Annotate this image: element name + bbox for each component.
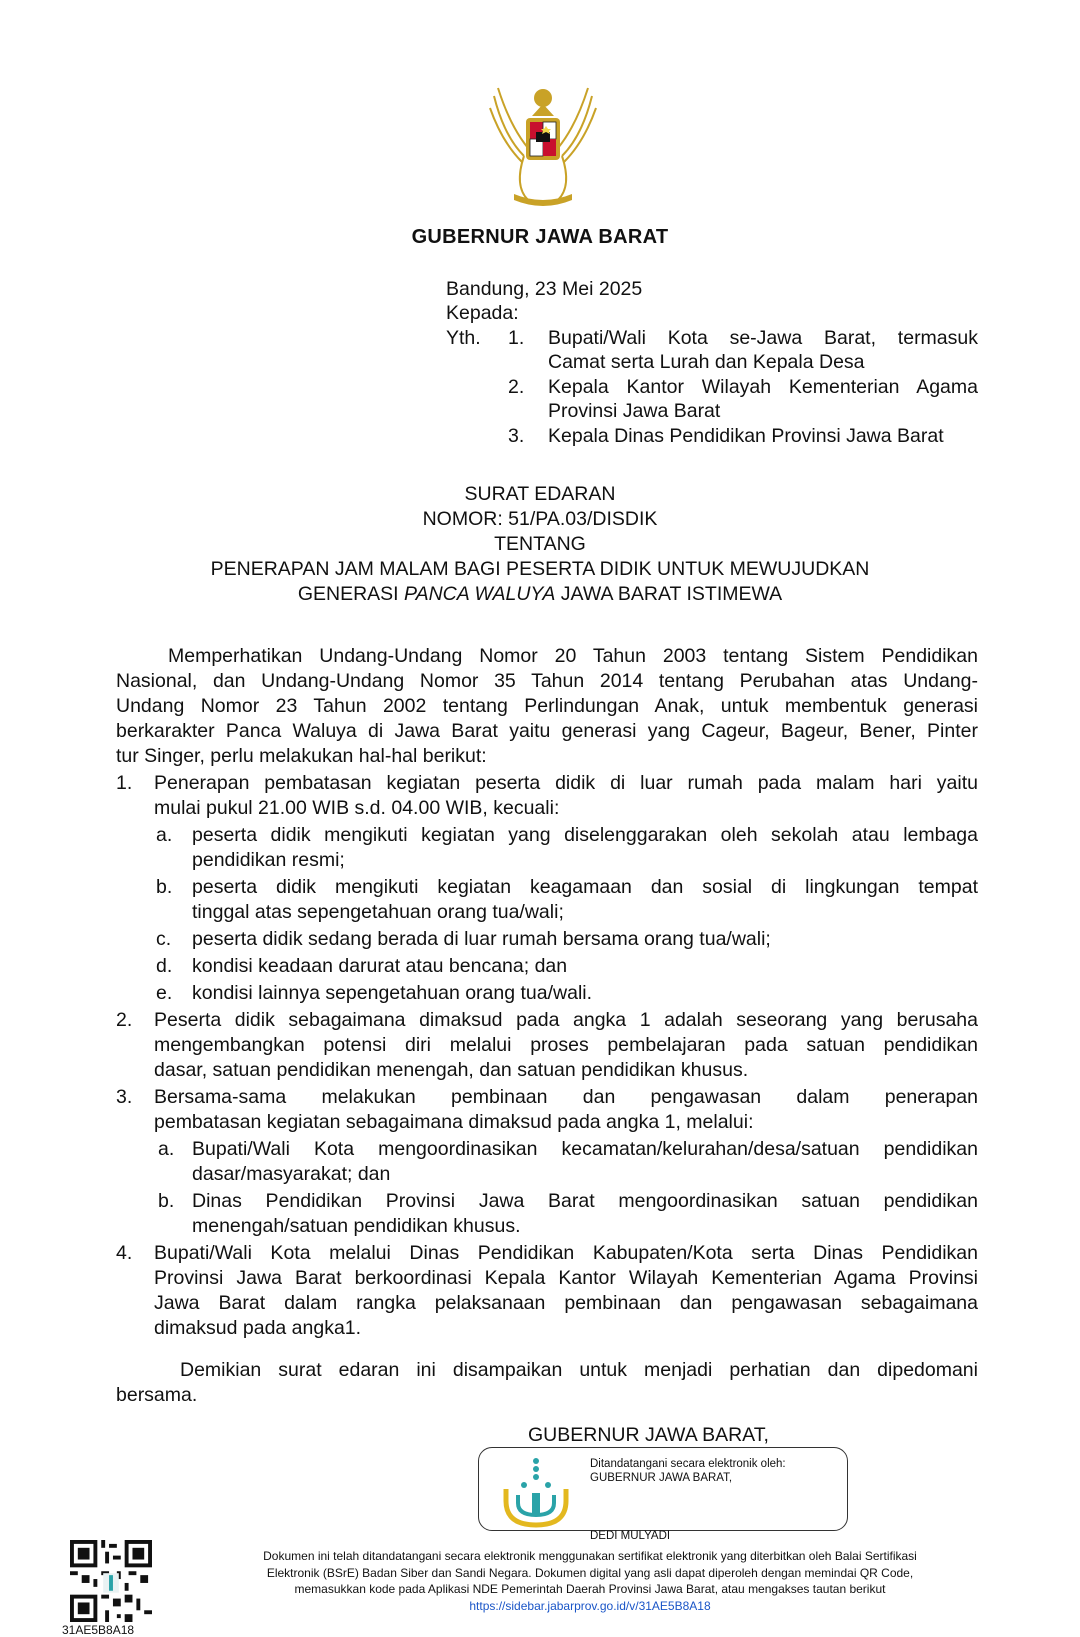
recipient-1-line-2: Camat serta Lurah dan Kepala Desa bbox=[548, 351, 865, 373]
item-2-line-2: mengembangkan potensi diri melalui proses pembelajaran pada satuan pendidikan bbox=[154, 1034, 978, 1056]
closing-line-1: Demikian surat edaran ini disampaikan untuk menjadi perhatian dan dipedomani bbox=[180, 1359, 978, 1381]
recipient-3-line-1: Kepala Dinas Pendidikan Provinsi Jawa Barat bbox=[548, 425, 944, 447]
governor-header: GUBERNUR JAWA BARAT bbox=[411, 226, 669, 248]
item-3a-line-1: Bupati/Wali Kota mengoordinasikan kecamatan/kelurahan/desa/satuan pendidikan bbox=[192, 1138, 978, 1160]
item-1a-line-1: peserta didik mengikuti kegiatan yang diselenggarakan oleh sekolah atau lembaga bbox=[192, 824, 978, 846]
item-3-line-2: pembatasan kegiatan sebagaimana dimaksud pada angka 1, melalui: bbox=[154, 1111, 754, 1133]
recipient-2-line-2: Provinsi Jawa Barat bbox=[548, 400, 721, 422]
item-1d-line-1: kondisi keadaan darurat atau bencana; dan bbox=[192, 955, 568, 977]
intro-line-5: tur Singer, perlu melakukan hal-hal berikut: bbox=[116, 745, 487, 767]
signature-title: GUBERNUR JAWA BARAT, bbox=[528, 1424, 769, 1446]
recipient-num-1: 1. bbox=[508, 327, 525, 349]
recipient-num-3: 3. bbox=[508, 425, 525, 447]
item-3-number: 3. bbox=[116, 1086, 133, 1108]
intro-line-4: berkarakter Panca Waluya di Jawa Barat yaitu generasi yang Cageur, Bageur, Bener, Pinter bbox=[116, 720, 978, 742]
subject-title-post: JAWA BARAT ISTIMEWA bbox=[555, 583, 783, 605]
item-3a-letter: a. bbox=[158, 1138, 175, 1160]
recipient-label: Kepada: bbox=[446, 302, 519, 324]
intro-line-1: Memperhatikan Undang-Undang Nomor 20 Tahun 2003 tentang Sistem Pendidikan bbox=[168, 645, 978, 667]
footer-line-3: memasukkan kode pada Aplikasi NDE Pemerintah Daerah Provinsi Jawa Barat, atau mengakses tautan berikut bbox=[294, 1582, 886, 1596]
footer-notice bbox=[190, 1548, 990, 1614]
item-3b-line-2: menengah/satuan pendidikan khusus. bbox=[192, 1215, 521, 1237]
qr-code-text: 31AE5B8A18 bbox=[62, 1623, 135, 1637]
closing-line-2: bersama. bbox=[116, 1384, 198, 1406]
footer-line-2: Elektronik (BSrE) Badan Siber dan Sandi Negara. Dokumen digital yang asli dapat diperoleh dengan memindai QR Code, bbox=[266, 1565, 914, 1580]
item-4-number: 4. bbox=[116, 1242, 133, 1264]
signer-name: DEDI MULYADI bbox=[590, 1530, 671, 1542]
item-1b-line-1: peserta didik mengikuti kegiatan keagamaan dan sosial di lingkungan tempat bbox=[192, 876, 978, 898]
item-4-line-3: Jawa Barat dalam rangka pelaksanaan pembinaan dan pengawasan sebagaimana bbox=[154, 1292, 978, 1314]
e-signature-seal-icon bbox=[496, 1455, 576, 1531]
item-4-line-1: Bupati/Wali Kota melalui Dinas Pendidikan Kabupaten/Kota serta Dinas Pendidikan bbox=[154, 1242, 978, 1264]
place-date: Bandung, 23 Mei 2025 bbox=[446, 278, 643, 300]
item-1c-line-1: peserta didik sedang berada di luar rumah bersama orang tua/wali; bbox=[192, 928, 771, 950]
recipient-num-2: 2. bbox=[508, 376, 525, 398]
item-4-line-2: Provinsi Jawa Barat berkoordinasi Kepala Kantor Wilayah Kementerian Agama Provinsi bbox=[154, 1267, 978, 1289]
item-1c-letter: c. bbox=[156, 928, 172, 950]
garuda-emblem-icon bbox=[484, 76, 602, 212]
item-2-line-1: Peserta didik sebagaimana dimaksud pada angka 1 adalah seseorang yang berusaha bbox=[154, 1009, 978, 1031]
verification-link[interactable]: https://sidebar.jabarprov.go.id/v/31AE5B8A18 bbox=[469, 1598, 711, 1613]
item-1e-line-1: kondisi lainnya sepengetahuan orang tua/wali. bbox=[192, 982, 593, 1004]
item-1a-letter: a. bbox=[156, 824, 173, 846]
item-1-number: 1. bbox=[116, 772, 133, 794]
signed-by: GUBERNUR JAWA BARAT, bbox=[590, 1472, 733, 1484]
item-1e-letter: e. bbox=[156, 982, 173, 1004]
letter-number: NOMOR: 51/PA.03/DISDIK bbox=[422, 508, 658, 530]
recipient-1-line-1: Bupati/Wali Kota se-Jawa Barat, termasuk bbox=[548, 327, 978, 349]
letter-type: SURAT EDARAN bbox=[464, 483, 616, 505]
subject-title-line-2 bbox=[0, 582, 1080, 606]
item-3-line-1: Bersama-sama melakukan pembinaan dan pengawasan dalam penerapan bbox=[154, 1086, 978, 1108]
item-3b-letter: b. bbox=[158, 1190, 175, 1212]
recipient-2-line-1: Kepala Kantor Wilayah Kementerian Agama bbox=[548, 376, 978, 398]
intro-line-2: Nasional, dan Undang-Undang Nomor 35 Tahun 2014 tentang Perubahan atas Undang- bbox=[116, 670, 978, 692]
signature-info bbox=[590, 1457, 786, 1485]
item-4-line-4: dimaksud pada angka1. bbox=[154, 1317, 362, 1339]
subject-title-line-1: PENERAPAN JAM MALAM BAGI PESERTA DIDIK UNTUK MEWUJUDKAN bbox=[210, 558, 870, 580]
item-1b-letter: b. bbox=[156, 876, 173, 898]
item-1-line-2: mulai pukul 21.00 WIB s.d. 04.00 WIB, kecuali: bbox=[154, 797, 560, 819]
item-1-line-1: Penerapan pembatasan kegiatan peserta didik di luar rumah pada malam hari yaitu bbox=[154, 772, 978, 794]
subject-title-italic: PANCA WALUYA bbox=[404, 583, 556, 605]
item-1a-line-2: pendidikan resmi; bbox=[192, 849, 345, 871]
signed-label: Ditandatangani secara elektronik oleh: bbox=[590, 1458, 786, 1470]
item-3a-line-2: dasar/masyarakat; dan bbox=[192, 1163, 391, 1185]
intro-line-3: Undang Nomor 23 Tahun 2002 tentang Perlindungan Anak, untuk membentuk generasi bbox=[116, 695, 978, 717]
item-2-number: 2. bbox=[116, 1009, 133, 1031]
item-2-line-3: dasar, satuan pendidikan menengah, dan satuan pendidikan khusus. bbox=[154, 1059, 749, 1081]
yth-label: Yth. bbox=[446, 327, 481, 349]
about-label: TENTANG bbox=[494, 533, 586, 555]
qr-code-icon[interactable] bbox=[70, 1540, 152, 1622]
item-3b-line-1: Dinas Pendidikan Provinsi Jawa Barat mengoordinasikan satuan pendidikan bbox=[192, 1190, 978, 1212]
subject-title-pre: GENERASI bbox=[297, 583, 405, 605]
item-1b-line-2: tinggal atas sepengetahuan orang tua/wali; bbox=[192, 901, 564, 923]
item-1d-letter: d. bbox=[156, 955, 173, 977]
footer-line-1: Dokumen ini telah ditandatangani secara elektronik menggunakan sertifikat elektronik yang diterbitkan oleh Balai Sertifikasi bbox=[263, 1549, 917, 1563]
